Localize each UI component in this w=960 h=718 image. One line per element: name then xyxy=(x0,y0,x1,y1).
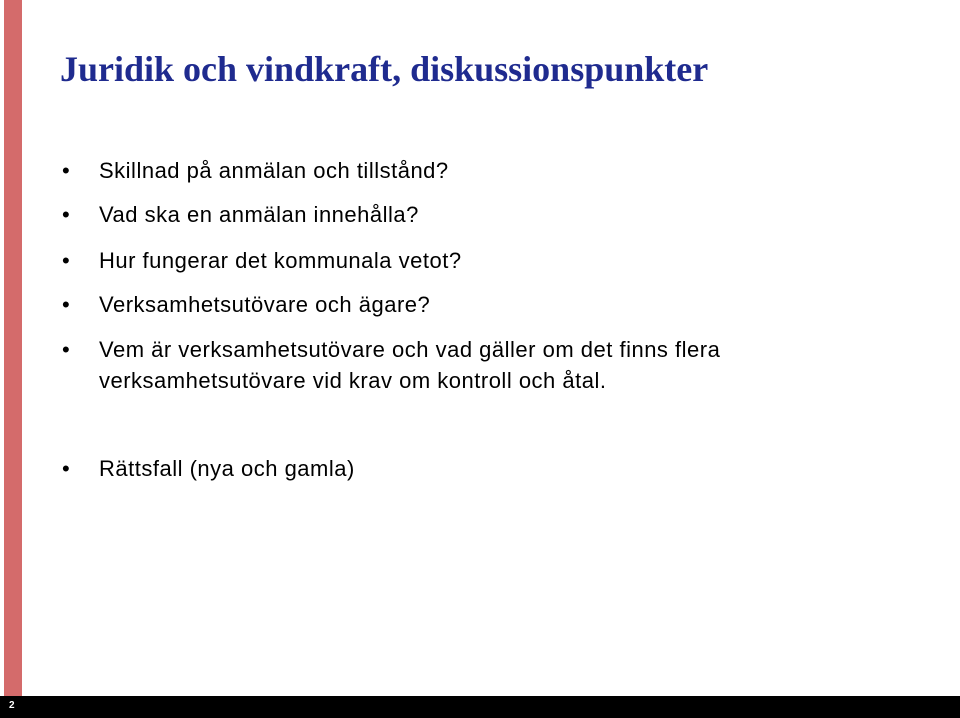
bullet-icon: • xyxy=(62,337,70,362)
bullet-text: Verksamhetsutövare och ägare? xyxy=(99,292,431,317)
bullet-text: Vad ska en anmälan innehålla? xyxy=(99,202,419,227)
bullet-text: Vem är verksamhetsutövare och vad gäller om det finns flera verksamhetsutövare vid krav om kontroll och åtal. xyxy=(99,337,721,393)
bullet-icon: • xyxy=(62,202,70,227)
bullet-icon: • xyxy=(62,292,70,317)
bullet-text: Skillnad på anmälan och tillstånd? xyxy=(99,158,449,183)
bullet-icon: • xyxy=(62,248,70,273)
footer-bar xyxy=(0,696,960,718)
bullet-list xyxy=(62,0,942,718)
slide-title: Juridik och vindkraft, diskussionspunkter xyxy=(60,49,709,89)
page-number: 2 xyxy=(9,700,15,711)
left-accent-bar xyxy=(4,0,22,718)
bullet-icon: • xyxy=(62,158,70,183)
bullet-text: Hur fungerar det kommunala vetot? xyxy=(99,248,462,273)
bullet-icon: • xyxy=(62,456,70,481)
bullet-text: Rättsfall (nya och gamla) xyxy=(99,456,355,481)
